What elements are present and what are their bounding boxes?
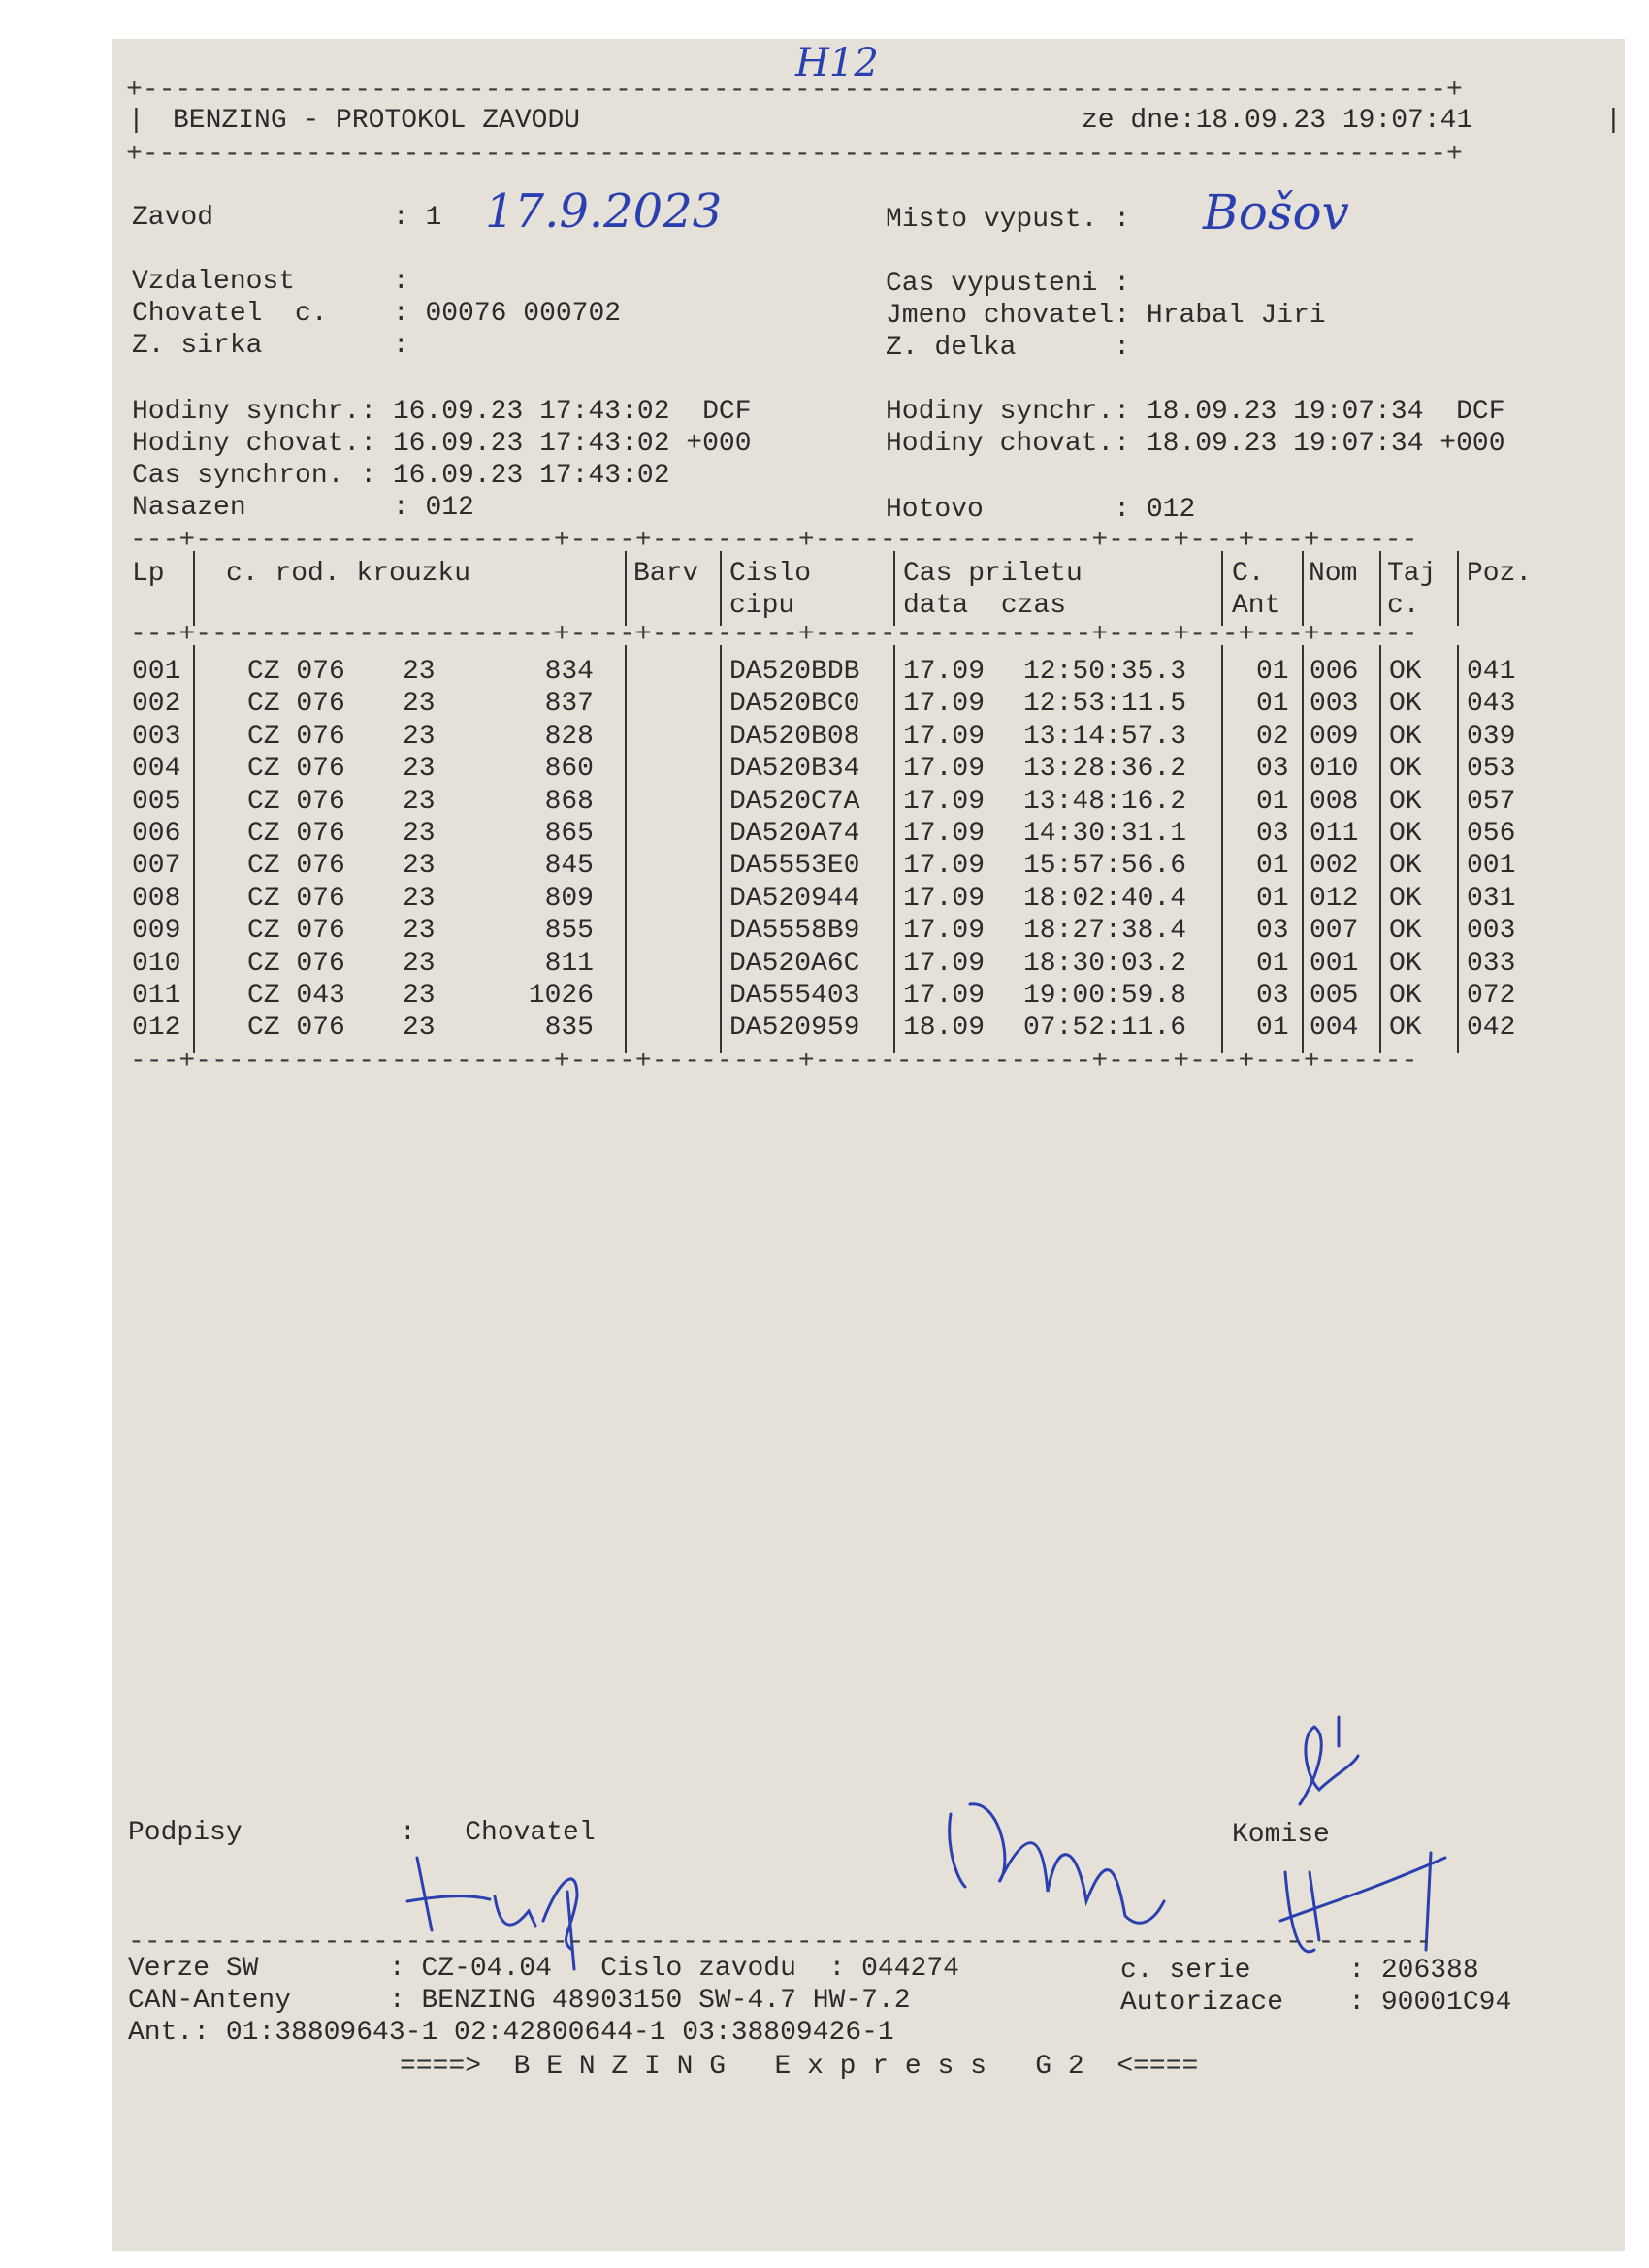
cell-lp: 003 xyxy=(132,721,181,752)
cell-position: 001 xyxy=(1467,851,1516,882)
cell-ring-year: 23 xyxy=(403,786,436,817)
cell-arrival-time: 14:30:31.1 xyxy=(1023,819,1187,849)
header-rule-bottom: +--------------------------------------------------------------------------------+ xyxy=(126,146,1463,165)
cell-ring-country: CZ 076 xyxy=(247,883,345,914)
footer-line3: Ant.: 01:38809643-1 02:42800644-1 03:38809426-1 xyxy=(128,2018,894,2048)
cell-chip-id: DA5553E0 xyxy=(729,851,860,882)
cell-position: 056 xyxy=(1467,819,1516,849)
sync1-left: Hodiny synchr.: 16.09.23 17:43:02 DCF xyxy=(132,397,752,427)
misto-label: Misto vypust. : xyxy=(886,205,1131,235)
col-header-taj: Taj xyxy=(1387,559,1437,589)
cell-ring-number: 835 xyxy=(544,1013,594,1044)
cell-antenna: 01 xyxy=(1256,851,1289,882)
cell-ring-year: 23 xyxy=(403,754,436,785)
cell-position: 039 xyxy=(1467,721,1516,752)
cell-arrival-date: 17.09 xyxy=(903,916,986,947)
cell-ring-country: CZ 076 xyxy=(247,786,345,817)
cell-lp: 002 xyxy=(132,689,181,720)
cell-chip-id: DA555403 xyxy=(729,981,860,1011)
cell-arrival-time: 13:48:16.2 xyxy=(1023,786,1187,817)
nasazen-line: Nasazen : 012 xyxy=(132,493,474,523)
cell-arrival-time: 18:02:40.4 xyxy=(1023,883,1187,914)
cell-position: 031 xyxy=(1467,883,1516,914)
cell-arrival-date: 17.09 xyxy=(903,981,986,1011)
cell-ring-number: 845 xyxy=(544,851,594,882)
cell-taj-status: OK xyxy=(1389,1013,1422,1044)
cell-ring-country: CZ 076 xyxy=(247,721,345,752)
handwritten-mark: H12 xyxy=(795,41,879,85)
cell-arrival-date: 17.09 xyxy=(903,819,986,849)
cell-nom: 005 xyxy=(1310,981,1359,1011)
cell-ring-number: 868 xyxy=(544,786,594,817)
cell-taj-status: OK xyxy=(1389,754,1422,785)
cell-ring-year: 23 xyxy=(403,819,436,849)
cell-chip-id: DA520B34 xyxy=(729,754,860,785)
cell-ring-year: 23 xyxy=(403,916,436,947)
cell-antenna: 01 xyxy=(1256,786,1289,817)
cell-antenna: 01 xyxy=(1256,1013,1289,1044)
cell-ring-country: CZ 076 xyxy=(247,819,345,849)
cell-arrival-date: 17.09 xyxy=(903,657,986,687)
sync1-right: Hodiny synchr.: 18.09.23 19:07:34 DCF xyxy=(886,397,1505,427)
hotovo-line: Hotovo : 012 xyxy=(886,495,1196,525)
cell-nom: 010 xyxy=(1310,754,1359,785)
cell-lp: 005 xyxy=(132,786,181,817)
podpisy-label: Podpisy xyxy=(128,1818,242,1848)
cell-chip-id: DA520BDB xyxy=(729,657,860,687)
zavod-handwritten-date: 17.9.2023 xyxy=(485,184,723,239)
cell-ring-number: 837 xyxy=(544,689,594,720)
cell-ring-country: CZ 076 xyxy=(247,851,345,882)
cell-arrival-time: 13:28:36.2 xyxy=(1023,754,1187,785)
zavod-label: Zavod : 1 xyxy=(132,203,442,233)
cell-position: 072 xyxy=(1467,981,1516,1011)
cas-vypusteni-line: Cas vypusteni : xyxy=(886,269,1131,299)
cell-lp: 012 xyxy=(132,1013,181,1044)
cell-position: 043 xyxy=(1467,689,1516,720)
cell-antenna: 01 xyxy=(1256,948,1289,979)
cell-nom: 009 xyxy=(1310,721,1359,752)
sync2-right: Hodiny chovat.: 18.09.23 19:07:34 +000 xyxy=(886,429,1505,459)
cell-ring-number: 1026 xyxy=(528,981,594,1011)
cell-arrival-date: 17.09 xyxy=(903,786,986,817)
cell-ring-year: 23 xyxy=(403,851,436,882)
cell-ring-year: 23 xyxy=(403,981,436,1011)
cell-lp: 008 xyxy=(132,883,181,914)
cell-ring-year: 23 xyxy=(403,689,436,720)
cell-antenna: 01 xyxy=(1256,657,1289,687)
cell-arrival-time: 07:52:11.6 xyxy=(1023,1013,1187,1044)
col-header-c: C. xyxy=(1232,559,1265,589)
vzdalenost-line: Vzdalenost : xyxy=(132,267,409,297)
cell-taj-status: OK xyxy=(1389,721,1422,752)
footer-line1a: Verze SW : CZ-04.04 Cislo zavodu : 044274 xyxy=(128,1954,959,1984)
cell-arrival-date: 17.09 xyxy=(903,948,986,979)
cell-position: 003 xyxy=(1467,916,1516,947)
col-header-nom: Nom xyxy=(1309,559,1358,589)
cell-antenna: 03 xyxy=(1256,819,1289,849)
komise-signature-label: Komise xyxy=(1232,1820,1330,1850)
cell-taj-status: OK xyxy=(1389,916,1422,947)
cell-nom: 007 xyxy=(1310,916,1359,947)
cell-arrival-date: 17.09 xyxy=(903,754,986,785)
sirka-line: Z. sirka : xyxy=(132,331,409,361)
header-rule-top: +--------------------------------------------------------------------------------+ xyxy=(126,81,1463,101)
footer-rule: -------------------------------------------------------------------------------- xyxy=(128,1933,1433,1953)
chovatel-signature-label: : Chovatel xyxy=(400,1818,596,1848)
chovatel-line: Chovatel c. : 00076 000702 xyxy=(132,299,622,329)
cell-ring-number: 855 xyxy=(544,916,594,947)
cell-arrival-date: 17.09 xyxy=(903,883,986,914)
cell-ring-country: CZ 076 xyxy=(247,754,345,785)
cell-ring-number: 865 xyxy=(544,819,594,849)
cell-arrival-time: 18:27:38.4 xyxy=(1023,916,1187,947)
cell-arrival-time: 13:14:57.3 xyxy=(1023,721,1187,752)
cell-taj-status: OK xyxy=(1389,657,1422,687)
cell-arrival-date: 18.09 xyxy=(903,1013,986,1044)
cell-chip-id: DA520C7A xyxy=(729,786,860,817)
cell-nom: 003 xyxy=(1310,689,1359,720)
cell-antenna: 01 xyxy=(1256,689,1289,720)
cell-chip-id: DA520BC0 xyxy=(729,689,860,720)
col-header-cislo: Cislo xyxy=(729,559,812,589)
cell-taj-status: OK xyxy=(1389,981,1422,1011)
cell-chip-id: DA520944 xyxy=(729,883,860,914)
cell-taj-status: OK xyxy=(1389,851,1422,882)
cell-lp: 006 xyxy=(132,819,181,849)
cell-arrival-date: 17.09 xyxy=(903,851,986,882)
misto-handwritten: Bošov xyxy=(1203,184,1349,241)
cell-lp: 007 xyxy=(132,851,181,882)
cell-position: 033 xyxy=(1467,948,1516,979)
sync2-left: Hodiny chovat.: 16.09.23 17:43:02 +000 xyxy=(132,429,752,459)
cell-chip-id: DA520B08 xyxy=(729,721,860,752)
cell-chip-id: DA5558B9 xyxy=(729,916,860,947)
col-header-barv: Barv xyxy=(633,559,699,589)
cell-ring-number: 860 xyxy=(544,754,594,785)
col-header-cas: Cas priletu xyxy=(903,559,1083,589)
cell-nom: 012 xyxy=(1310,883,1359,914)
header-bar-left: | xyxy=(128,106,145,136)
cell-lp: 009 xyxy=(132,916,181,947)
cell-nom: 008 xyxy=(1310,786,1359,817)
report-date: ze dne:18.09.23 19:07:41 xyxy=(1082,106,1473,136)
cell-chip-id: DA520959 xyxy=(729,1013,860,1044)
cell-lp: 011 xyxy=(132,981,181,1011)
table-rule-mid: ---+----------------------+----+---------+-----------------+----+---+---+------ xyxy=(130,626,1418,645)
cell-taj-status: OK xyxy=(1389,819,1422,849)
cell-antenna: 01 xyxy=(1256,883,1289,914)
cell-position: 053 xyxy=(1467,754,1516,785)
report-title: BENZING - PROTOKOL ZAVODU xyxy=(173,106,581,136)
cell-lp: 010 xyxy=(132,948,181,979)
cell-arrival-time: 19:00:59.8 xyxy=(1023,981,1187,1011)
col-subheader-cipu: cipu xyxy=(729,591,795,621)
cell-arrival-time: 12:53:11.5 xyxy=(1023,689,1187,720)
footer-line4: ====> B E N Z I N G E x p r e s s G 2 <==== xyxy=(400,2052,1199,2082)
footer-line2a: CAN-Anteny : BENZING 48903150 SW-4.7 HW-7.2 xyxy=(128,1986,911,2016)
table-rule-bottom: ---+----------------------+----+---------+-----------------+----+---+---+------ xyxy=(130,1053,1418,1072)
cell-taj-status: OK xyxy=(1389,948,1422,979)
cell-nom: 004 xyxy=(1310,1013,1359,1044)
cell-position: 057 xyxy=(1467,786,1516,817)
cell-chip-id: DA520A6C xyxy=(729,948,860,979)
cell-arrival-date: 17.09 xyxy=(903,689,986,720)
col-subheader-datacas: data czas xyxy=(903,591,1067,621)
cell-arrival-time: 15:57:56.6 xyxy=(1023,851,1187,882)
delka-line: Z. delka : xyxy=(886,333,1131,363)
cell-ring-country: CZ 076 xyxy=(247,657,345,687)
cell-arrival-time: 12:50:35.3 xyxy=(1023,657,1187,687)
cell-nom: 002 xyxy=(1310,851,1359,882)
cell-chip-id: DA520A74 xyxy=(729,819,860,849)
jmeno-line: Jmeno chovatel: Hrabal Jiri xyxy=(886,301,1326,331)
sync3-left: Cas synchron. : 16.09.23 17:43:02 xyxy=(132,461,670,491)
col-header-poz: Poz. xyxy=(1467,559,1533,589)
cell-nom: 006 xyxy=(1310,657,1359,687)
col-subheader-ant: Ant xyxy=(1232,591,1281,621)
cell-position: 042 xyxy=(1467,1013,1516,1044)
header-bar-right: | xyxy=(1605,106,1622,136)
cell-ring-year: 23 xyxy=(403,948,436,979)
col-header-krouzek: c. rod. krouzku xyxy=(226,559,471,589)
cell-lp: 004 xyxy=(132,754,181,785)
cell-arrival-date: 17.09 xyxy=(903,721,986,752)
col-header-lp: Lp xyxy=(132,559,165,589)
cell-taj-status: OK xyxy=(1389,883,1422,914)
cell-antenna: 03 xyxy=(1256,916,1289,947)
cell-taj-status: OK xyxy=(1389,786,1422,817)
cell-ring-year: 23 xyxy=(403,883,436,914)
cell-ring-year: 23 xyxy=(403,721,436,752)
cell-antenna: 03 xyxy=(1256,754,1289,785)
cell-ring-country: CZ 043 xyxy=(247,981,345,1011)
footer-line2b: Autorizace : 90001C94 xyxy=(1120,1988,1512,2018)
col-subheader-taj-c: c. xyxy=(1387,591,1420,621)
table-rule-top: ---+----------------------+----+---------+-----------------+----+---+---+------ xyxy=(130,532,1418,551)
cell-lp: 001 xyxy=(132,657,181,687)
cell-nom: 011 xyxy=(1310,819,1359,849)
cell-nom: 001 xyxy=(1310,948,1359,979)
cell-ring-number: 809 xyxy=(544,883,594,914)
cell-taj-status: OK xyxy=(1389,689,1422,720)
cell-ring-number: 834 xyxy=(544,657,594,687)
cell-antenna: 03 xyxy=(1256,981,1289,1011)
cell-ring-country: CZ 076 xyxy=(247,948,345,979)
cell-ring-year: 23 xyxy=(403,657,436,687)
cell-ring-country: CZ 076 xyxy=(247,916,345,947)
cell-ring-number: 811 xyxy=(544,948,594,979)
cell-antenna: 02 xyxy=(1256,721,1289,752)
cell-ring-country: CZ 076 xyxy=(247,1013,345,1044)
cell-ring-number: 828 xyxy=(544,721,594,752)
cell-ring-year: 23 xyxy=(403,1013,436,1044)
cell-arrival-time: 18:30:03.2 xyxy=(1023,948,1187,979)
cell-ring-country: CZ 076 xyxy=(247,689,345,720)
footer-line1b: c. serie : 206388 xyxy=(1120,1956,1479,1986)
cell-position: 041 xyxy=(1467,657,1516,687)
